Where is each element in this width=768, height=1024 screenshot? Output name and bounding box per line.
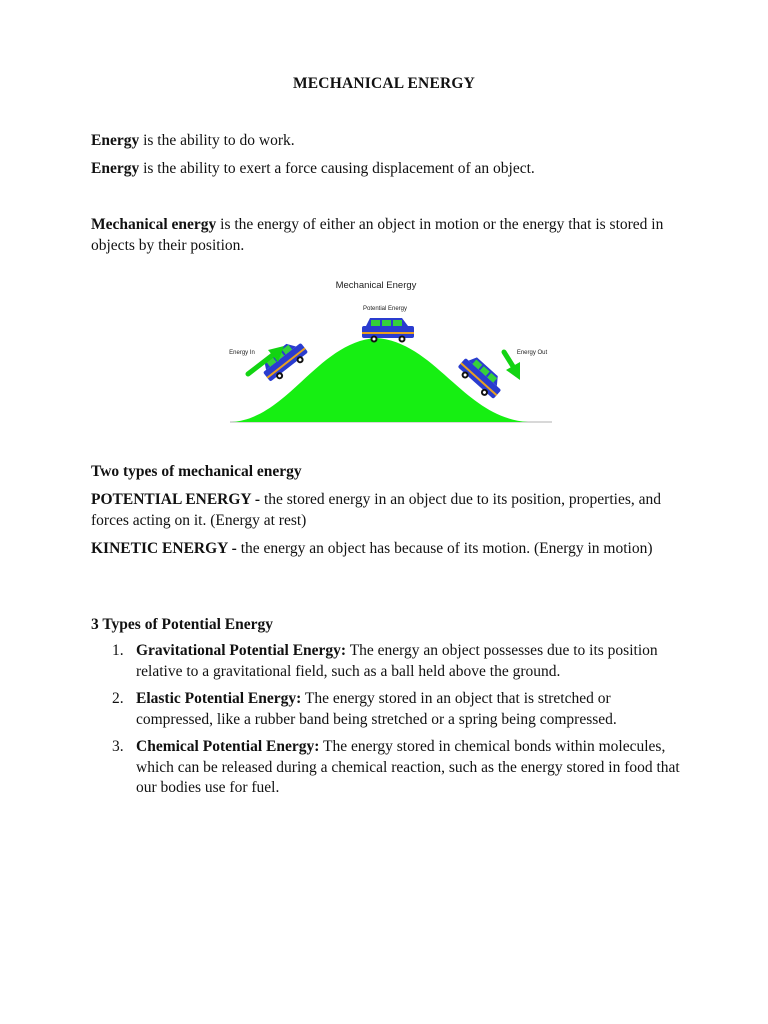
- page-title: MECHANICAL ENERGY: [292, 75, 476, 92]
- mechanical-energy-definition: [91, 215, 681, 256]
- list-item: [91, 641, 681, 682]
- term: Mechanical energy: [91, 216, 217, 233]
- potential-energy-paragraph: [91, 490, 681, 531]
- definition-text: the energy an object has because of its motion. (Energy in motion): [236, 540, 653, 557]
- potential-energy-label: Potential Energy: [362, 306, 408, 312]
- term: KINETIC ENERGY -: [91, 540, 237, 557]
- list-number: 1.: [112, 642, 124, 659]
- term: Elastic Potential Energy:: [136, 690, 302, 707]
- arrow-down-icon: [504, 352, 520, 380]
- term: Energy: [91, 132, 140, 149]
- diagram-svg: [218, 270, 554, 440]
- definition-text: is the energy of either an object in motion or the energy that is stored in objects by their position.: [91, 216, 664, 254]
- definition-text: the stored energy in an object due to its position, properties, and forces acting on it. (Energy at rest): [91, 491, 661, 529]
- kinetic-energy-paragraph: [91, 539, 681, 560]
- heading-text: 3 Types of Potential Energy: [91, 616, 273, 633]
- list-number: 2.: [112, 690, 124, 707]
- potential-types-list: [91, 641, 681, 806]
- energy-definition-1: [91, 131, 681, 152]
- diagram-title: Mechanical Energy: [335, 280, 417, 291]
- definition-text: is the ability to do work.: [139, 132, 295, 149]
- item-text: The energy stored in an object that is stretched or compressed, like a rubber band being stretched or a spring being compressed.: [136, 690, 617, 728]
- list-item: [91, 737, 681, 799]
- list-number: 3.: [112, 738, 124, 755]
- energy-definition-2: [91, 159, 681, 180]
- item-text: The energy an object possesses due to its position relative to a gravitational field, such as a ball held above the ground.: [136, 642, 658, 680]
- mechanical-energy-diagram: [218, 270, 554, 440]
- item-text: The energy stored in chemical bonds within molecules, which can be released during a chemical reaction, such as the energy stored in food that our bodies use for fuel.: [136, 738, 680, 796]
- energy-out-label: Energy Out: [516, 350, 548, 356]
- two-types-heading: [91, 462, 681, 483]
- term: Chemical Potential Energy:: [136, 738, 320, 755]
- heading-text: Two types of mechanical energy: [91, 463, 302, 480]
- definition-text: is the ability to exert a force causing displacement of an object.: [139, 160, 535, 177]
- list-item: [91, 689, 681, 730]
- potential-types-heading: [91, 615, 681, 636]
- term: Gravitational Potential Energy:: [136, 642, 347, 659]
- term: POTENTIAL ENERGY -: [91, 491, 261, 508]
- energy-in-label: Energy In: [229, 350, 255, 356]
- term: Energy: [91, 160, 140, 177]
